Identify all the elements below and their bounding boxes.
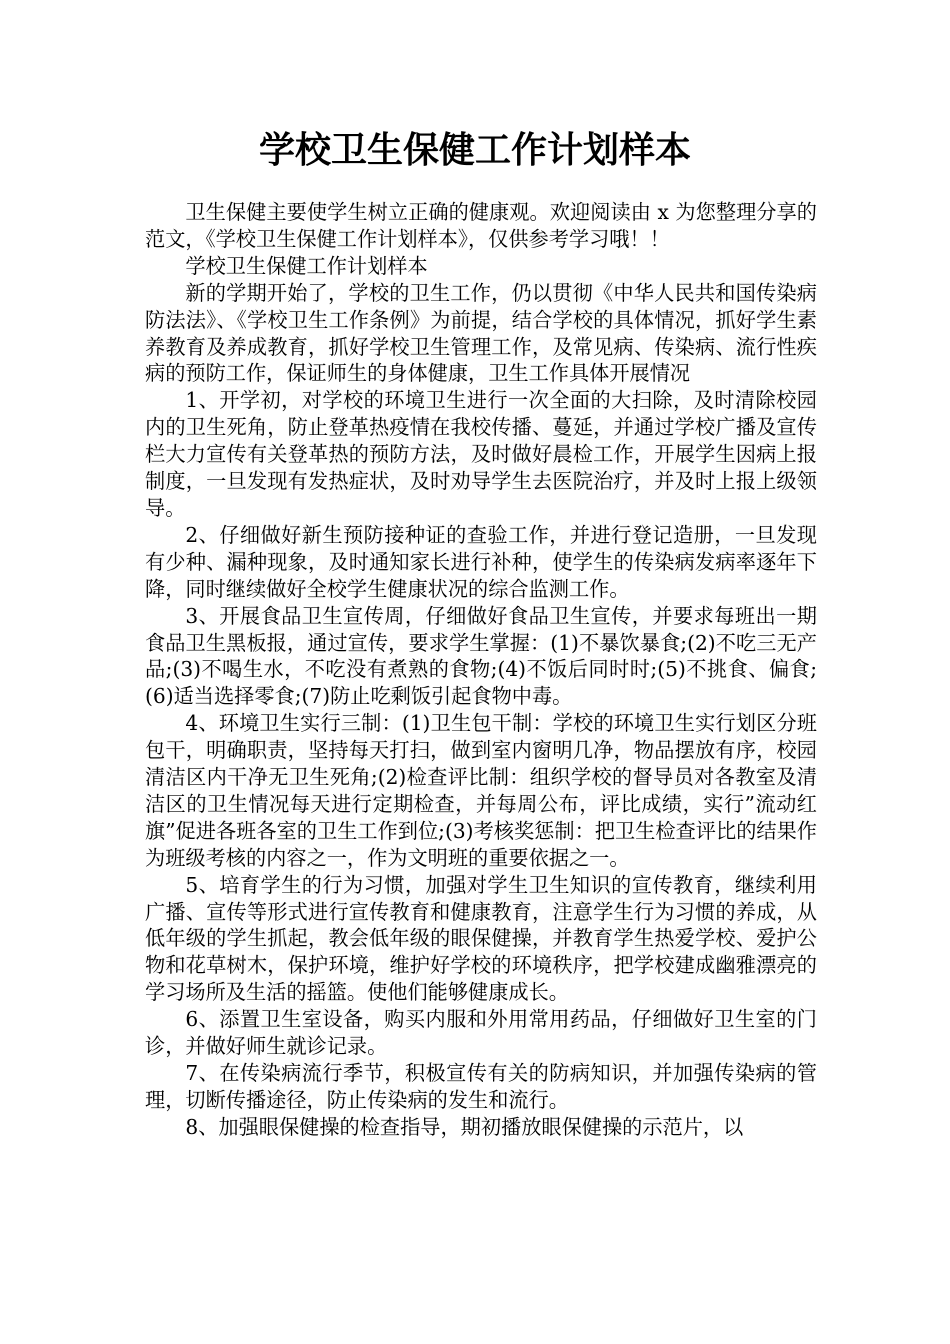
intro-paragraph: 卫生保健主要使学生树立正确的健康观。欢迎阅读由 x 为您整理分享的范文，《学校卫生保健工作计划样本》，仅供参考学习哦！！ [145,200,817,251]
item-6-paragraph: 6、添置卫生室设备，购买内服和外用常用药品，仔细做好卫生室的门诊，并做好师生就诊记录。 [145,1007,817,1059]
overview-paragraph: 新的学期开始了，学校的卫生工作，仍以贯彻《中华人民共和国传染病防法法》、《学校卫生工作条例》为前提，结合学校的具体情况，抓好学生素养教育及养成教育，抓好学校卫生管理工作，及常见病、传染病、流行性疾病的预防工作，保证师生的身体健康，卫生工作具体开展情况 [145,280,817,386]
subtitle-paragraph: 学校卫生保健工作计划样本 [185,253,428,278]
item-5-paragraph: 5、培育学生的行为习惯，加强对学生卫生知识的宣传教育，继续利用广播、宣传等形式进行宣传教育和健康教育，注意学生行为习惯的养成，从低年级的学生抓起，教会低年级的眼保健操，并教育学生热爱学校、爱护公物和花草树木，保护环境，维护好学校的环境秩序，把学校建成幽雅漂亮的学习场所及生活的摇篮。使他们能够健康成长。 [145,872,817,1005]
item-8-paragraph: 8、加强眼保健操的检查指导，期初播放眼保健操的示范片，以 [185,1114,744,1139]
document-title: 学校卫生保健工作计划样本 [258,130,691,171]
item-1-paragraph: 1、开学初，对学校的环境卫生进行一次全面的大扫除，及时清除校园内的卫生死角，防止登革热疫情在我校传播、蔓延，并通过学校广播及宣传栏大力宣传有关登革热的预防方法，及时做好晨检工作，开展学生因病上报制度，一旦发现有发热症状，及时劝导学生去医院治疗，并及时上报上级领导。 [145,388,817,520]
document-body [145,199,817,1141]
item-4-paragraph: 4、环境卫生实行三制：(1)卫生包干制：学校的环境卫生实行划区分班包干，明确职责，坚持每天打扫，做到室内窗明几净，物品摆放有序，校园清洁区内干净无卫生死角;(2)检查评比制：组织学校的督导员对各教室及清洁区的卫生情况每天进行定期检查，并每周公布，评比成绩，实行”流动红旗”促进各班各室的卫生工作到位;(3)考核奖惩制：把卫生检查评比的结果作为班级考核的内容之一，作为文明班的重要依据之一。 [145,711,817,870]
item-7-paragraph: 7、在传染病流行季节，积极宣传有关的防病知识，并加强传染病的管理，切断传播途径，防止传染病的发生和流行。 [145,1061,817,1112]
item-3-paragraph: 3、开展食品卫生宣传周，仔细做好食品卫生宣传，并要求每班出一期食品卫生黑板报，通过宣传，要求学生掌握：(1)不暴饮暴食;(2)不吃三无产品;(3)不喝生水，不吃没有煮熟的食物;(4)不饭后同时时;(5)不挑食、偏食;(6)适当选择零食;(7)防止吃剩饭引起食物中毒。 [145,603,817,709]
item-2-paragraph: 2、仔细做好新生预防接种证的查验工作，并进行登记造册，一旦发现有少种、漏种现象，及时通知家长进行补种，使学生的传染病发病率逐年下降，同时继续做好全校学生健康状况的综合监测工作。 [145,522,817,601]
